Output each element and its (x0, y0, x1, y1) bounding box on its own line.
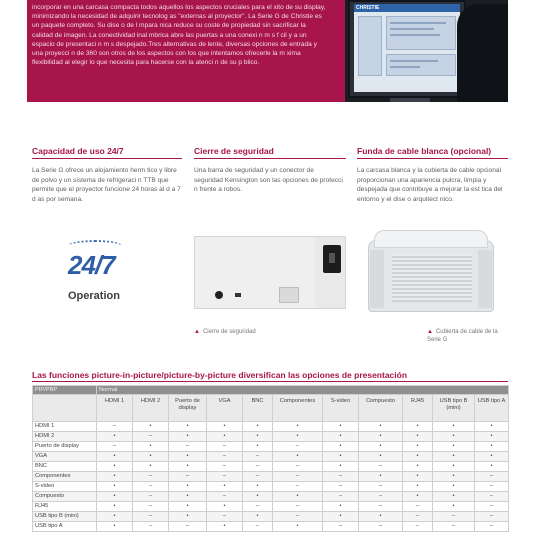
table-cell: • (273, 452, 323, 462)
table-cell: – (169, 472, 207, 482)
table-cell: • (97, 472, 133, 482)
table-cell: – (97, 442, 133, 452)
table-row (33, 462, 509, 472)
table-cell: • (403, 472, 433, 482)
table-cell: • (359, 512, 403, 522)
table-cell: – (433, 522, 475, 532)
table-cell: • (323, 502, 359, 512)
table-cell: • (207, 502, 243, 512)
table-cell: • (207, 422, 243, 432)
table-cell: – (133, 522, 169, 532)
table-row (33, 492, 509, 502)
row-label: HDMI 2 (33, 432, 97, 442)
table-cell: • (359, 422, 403, 432)
table-cell: • (403, 422, 433, 432)
table-cell: • (323, 432, 359, 442)
table-cell: • (169, 502, 207, 512)
table-cell: • (169, 452, 207, 462)
table-cell: – (273, 472, 323, 482)
table-cell: • (169, 422, 207, 432)
feature-title-247: Capacidad de uso 24/7 (32, 146, 124, 156)
monitor (348, 0, 466, 98)
security-bar-hole (215, 291, 223, 299)
table-row (33, 502, 509, 512)
table-cell: – (433, 512, 475, 522)
table-cell: – (207, 492, 243, 502)
column-header: HDMI 2 (133, 395, 169, 422)
table-cell: • (133, 422, 169, 432)
corner-header: PIP/PBP (33, 386, 97, 395)
table-cell: • (169, 482, 207, 492)
table-cell: – (207, 452, 243, 462)
caption-cover: ▲ Cubierta de cable de la Serie G (427, 329, 498, 343)
table-cell: • (97, 432, 133, 442)
table-cell: – (207, 462, 243, 472)
table-cell: • (97, 462, 133, 472)
badge-number: 24/7 (68, 250, 115, 280)
table-cell: • (207, 522, 243, 532)
table-cell: – (97, 422, 133, 432)
table-cell: – (243, 462, 273, 472)
column-header: BNC (243, 395, 273, 422)
table-cell: • (133, 462, 169, 472)
table-cell: – (273, 442, 323, 452)
cable-cover-photo (368, 230, 494, 314)
row-label: USB tipo A (33, 522, 97, 532)
row-label: USB tipo B (mini) (33, 512, 97, 522)
table-cell: – (133, 492, 169, 502)
table-cell: • (97, 492, 133, 502)
table-cell: • (243, 482, 273, 492)
table-cell: • (97, 452, 133, 462)
screen-logo: CHRISTIE (356, 5, 380, 11)
table-cell: – (475, 522, 509, 532)
table-cell: • (169, 492, 207, 502)
table-cell: • (323, 512, 359, 522)
table-cell: • (207, 432, 243, 442)
table-row (33, 522, 509, 532)
table-rule (32, 381, 508, 382)
kensington-slot (235, 293, 241, 297)
table-cell: • (403, 492, 433, 502)
table-cell: – (323, 472, 359, 482)
feature-rule (194, 158, 346, 159)
row-label: Puerto de display (33, 442, 97, 452)
table-row (33, 472, 509, 482)
table-cell: • (243, 422, 273, 432)
table-cell: – (133, 512, 169, 522)
operator-photo (345, 0, 508, 102)
feature-text-247: La Serie G ofrece un alojamiento herm tico y libre de polvo y un sistema de refrigeraci n TTB que permite que el proyector funcione 24 horas al d a 7 d as por semana. (32, 167, 181, 203)
table-cell: – (359, 522, 403, 532)
table-cell: – (359, 482, 403, 492)
table-cell: • (433, 422, 475, 432)
feature-title-cover: Funda de cable blanca (opcional) (357, 146, 492, 156)
table-cell: – (475, 492, 509, 502)
group-header: Normal (97, 386, 509, 395)
operation-badge (60, 236, 140, 306)
table-row (33, 482, 509, 492)
table-cell: • (475, 432, 509, 442)
table-cell: – (169, 522, 207, 532)
table-row (33, 442, 509, 452)
table-cell: • (97, 502, 133, 512)
table-cell: • (433, 492, 475, 502)
person-silhouette (457, 4, 508, 102)
column-header: RJ45 (403, 395, 433, 422)
table-cell: – (475, 512, 509, 522)
row-label: HDMI 1 (33, 422, 97, 432)
table-cell: – (403, 502, 433, 512)
table-cell: – (133, 432, 169, 442)
intro-text: incorporar en una carcasa compacta todos aquellos los aspectos cruciales para el xito de su display, minimizando la necesidad de adquirir tecnolog as "externas al proyector". La Serie G de Christie es un paquete completo. Su dise o de l mpara nica reduce su coste de propiedad sin sacrificar la calidad de imagen. La conectividad inal mbrica abre las puertas a una conexi n m s f cil y a un espacio de presentaci n m s despejado.Tres alternativas de lente, diversas opciones de entrada y una proyecci n de 360 son otros de los aspectos con los que intentamos ofrecerle la m xima flexibilidad al elegir lo que necesita para hacerse con la atenci n de su p blico. (32, 4, 326, 67)
column-header: VGA (207, 395, 243, 422)
table-cell: – (243, 452, 273, 462)
table-cell: • (273, 522, 323, 532)
column-header: Compuesto (359, 395, 403, 422)
table-cell: • (403, 462, 433, 472)
table-cell: • (433, 502, 475, 512)
feature-title-security: Cierre de seguridad (194, 146, 274, 156)
table-cell: – (403, 522, 433, 532)
table-cell: • (133, 452, 169, 462)
table-cell: – (273, 512, 323, 522)
table-cell: • (475, 452, 509, 462)
feature-text-cover: La carcasa blanca y la cubierta de cable opcional proporcionan una apariencia pulcra, limpia y despejada que contribuye a mejorar la est tica del entorno y el dise o arquitect nico. (357, 167, 503, 203)
table-cell: – (323, 522, 359, 532)
connector-port (279, 287, 299, 303)
power-switch (323, 245, 341, 273)
table-cell: • (243, 442, 273, 452)
row-label: Componentes (33, 472, 97, 482)
table-cell: • (475, 462, 509, 472)
feature-text-security: Una barra de seguridad y un conector de seguridad Kensington son las opciones de protecci n frente a robos. (194, 167, 343, 194)
table-cell: • (133, 442, 169, 452)
table-cell: – (323, 482, 359, 492)
table-cell: • (433, 452, 475, 462)
table-cell: • (359, 442, 403, 452)
table-cell: – (323, 492, 359, 502)
feature-rule (357, 158, 508, 159)
table-cell: • (475, 442, 509, 452)
table-cell: • (273, 492, 323, 502)
table-cell: • (169, 432, 207, 442)
table-cell: • (243, 492, 273, 502)
table-cell: • (97, 482, 133, 492)
table-cell: – (475, 472, 509, 482)
caption-security: ▲ Cierre de seguridad (194, 329, 256, 335)
table-cell: • (323, 462, 359, 472)
table-cell: • (243, 432, 273, 442)
table-cell: • (273, 432, 323, 442)
table-cell: • (97, 512, 133, 522)
table-cell: – (207, 512, 243, 522)
table-cell: – (273, 482, 323, 492)
table-cell: • (433, 432, 475, 442)
table-cell: • (403, 452, 433, 462)
table-row (33, 432, 509, 442)
column-header: HDMI 1 (97, 395, 133, 422)
table-cell: – (359, 502, 403, 512)
table-cell: – (403, 512, 433, 522)
table-cell: – (475, 482, 509, 492)
row-label: RJ45 (33, 502, 97, 512)
table-cell: – (273, 502, 323, 512)
table-cell: – (207, 472, 243, 482)
table-cell: – (207, 442, 243, 452)
table-cell: • (243, 512, 273, 522)
table-cell: • (433, 482, 475, 492)
triangle-icon: ▲ (194, 329, 200, 335)
row-label: BNC (33, 462, 97, 472)
table-cell: • (323, 452, 359, 462)
table-row (33, 512, 509, 522)
monitor-screen (354, 4, 460, 92)
badge-label: Operation (68, 290, 120, 302)
table-cell: • (433, 472, 475, 482)
table-cell: • (169, 512, 207, 522)
table-cell: • (359, 452, 403, 462)
row-label: S-video (33, 482, 97, 492)
table-cell: – (133, 472, 169, 482)
column-header: S-video (323, 395, 359, 422)
table-cell: • (169, 462, 207, 472)
table-row (33, 422, 509, 432)
table-cell: – (359, 462, 403, 472)
vent-grille (392, 254, 472, 302)
table-title: Las funciones picture-in-picture/picture-by-picture diversifican las opciones de presentación (32, 370, 408, 380)
table-cell: – (243, 502, 273, 512)
table-cell: – (169, 442, 207, 452)
table-cell: • (323, 442, 359, 452)
security-lock-photo (194, 236, 346, 309)
pip-pbp-table (32, 385, 509, 532)
column-header: USB tipo A (475, 395, 509, 422)
table-cell: • (273, 422, 323, 432)
table-cell: • (323, 422, 359, 432)
table-row (33, 452, 509, 462)
column-header: Puerto de display (169, 395, 207, 422)
table-cell: • (403, 482, 433, 492)
column-header: Componentes (273, 395, 323, 422)
feature-rule (32, 158, 182, 159)
row-label: Compuesto (33, 492, 97, 502)
table-cell: • (433, 462, 475, 472)
table-cell: – (273, 462, 323, 472)
table-cell: – (475, 502, 509, 512)
table-cell: – (359, 492, 403, 502)
table-cell: • (475, 422, 509, 432)
table-cell: – (133, 482, 169, 492)
table-cell: • (403, 442, 433, 452)
column-header: USB tipo B (mini) (433, 395, 475, 422)
table-cell: • (359, 472, 403, 482)
table-cell: • (97, 522, 133, 532)
table-cell: – (133, 502, 169, 512)
row-label: VGA (33, 452, 97, 462)
table-cell: • (433, 442, 475, 452)
table-cell: – (243, 522, 273, 532)
triangle-icon: ▲ (427, 329, 433, 335)
table-cell: • (207, 482, 243, 492)
table-cell: – (243, 472, 273, 482)
table-cell: • (403, 432, 433, 442)
table-cell: • (359, 432, 403, 442)
